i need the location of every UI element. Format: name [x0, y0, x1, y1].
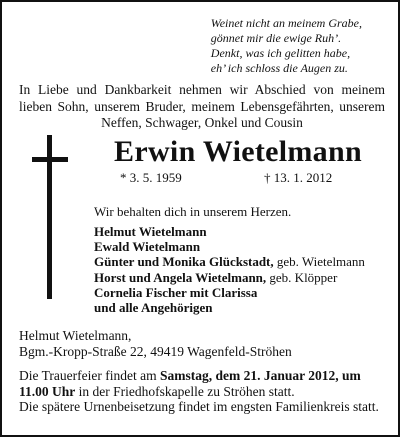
poem-line: eh’ ich schloss die Augen zu.	[210, 61, 348, 75]
mourner-name: Cornelia Fischer mit Clarissa	[94, 284, 258, 300]
cross-icon	[32, 135, 68, 299]
list-item	[94, 270, 394, 285]
contact-address	[19, 328, 292, 360]
mourner-list	[94, 224, 394, 315]
poem-line: Denkt, was ich gelitten habe,	[210, 46, 351, 60]
birth-date: * 3. 5. 1959	[120, 170, 182, 185]
ceremony-text-start: Die Trauerfeier findet am	[19, 368, 160, 383]
ceremony-info	[19, 368, 385, 415]
list-item	[94, 300, 394, 315]
mourner-name: Helmut Wietelmann	[94, 224, 207, 239]
list-item	[94, 239, 394, 254]
address-line-street: Bgm.-Kropp-Straße 22, 49419 Wagenfeld-Ströhen	[19, 344, 292, 359]
address-line-name: Helmut Wietelmann,	[19, 328, 132, 343]
poem-line: gönnet mir die ewige Ruh’.	[210, 31, 342, 45]
death-date: † 13. 1. 2012	[264, 170, 333, 185]
mourner-name: und alle Angehörigen	[94, 300, 213, 316]
list-item	[94, 254, 394, 269]
mourner-name: Günter und Monika Glückstadt,	[94, 254, 274, 270]
poem	[211, 16, 362, 76]
poem-line: Weinet nicht an meinem Grabe,	[210, 16, 362, 30]
mourner-note: geb. Klöpper	[266, 269, 338, 285]
ceremony-datetime: Samstag, dem 21. Januar 2012, um 11.00 Uhr	[19, 368, 361, 399]
list-item	[94, 285, 394, 300]
intro-text: In Liebe und Dankbarkeit nehmen wir Abschied von meinem lieben Sohn, unserem Bruder, meinem Lebensgefährten, unserem Neffen, Schwager, Onkel und Cousin	[19, 82, 385, 130]
mourner-name: Horst und Angela Wietelmann,	[94, 269, 267, 285]
deceased-name: Erwin Wietelmann	[114, 135, 362, 168]
list-item	[94, 224, 394, 239]
mourner-name: Ewald Wietelmann	[94, 239, 201, 255]
mourner-note: geb. Wietelmann	[273, 254, 365, 270]
ceremony-paragraph	[19, 368, 385, 399]
remember-text: Wir behalten dich in unserem Herzen.	[94, 204, 292, 219]
burial-paragraph: Die spätere Urnenbeisetzung findet im engsten Familienkreis statt.	[19, 399, 379, 414]
ceremony-text-end: in der Friedhofskapelle zu Ströhen statt.	[75, 383, 295, 399]
